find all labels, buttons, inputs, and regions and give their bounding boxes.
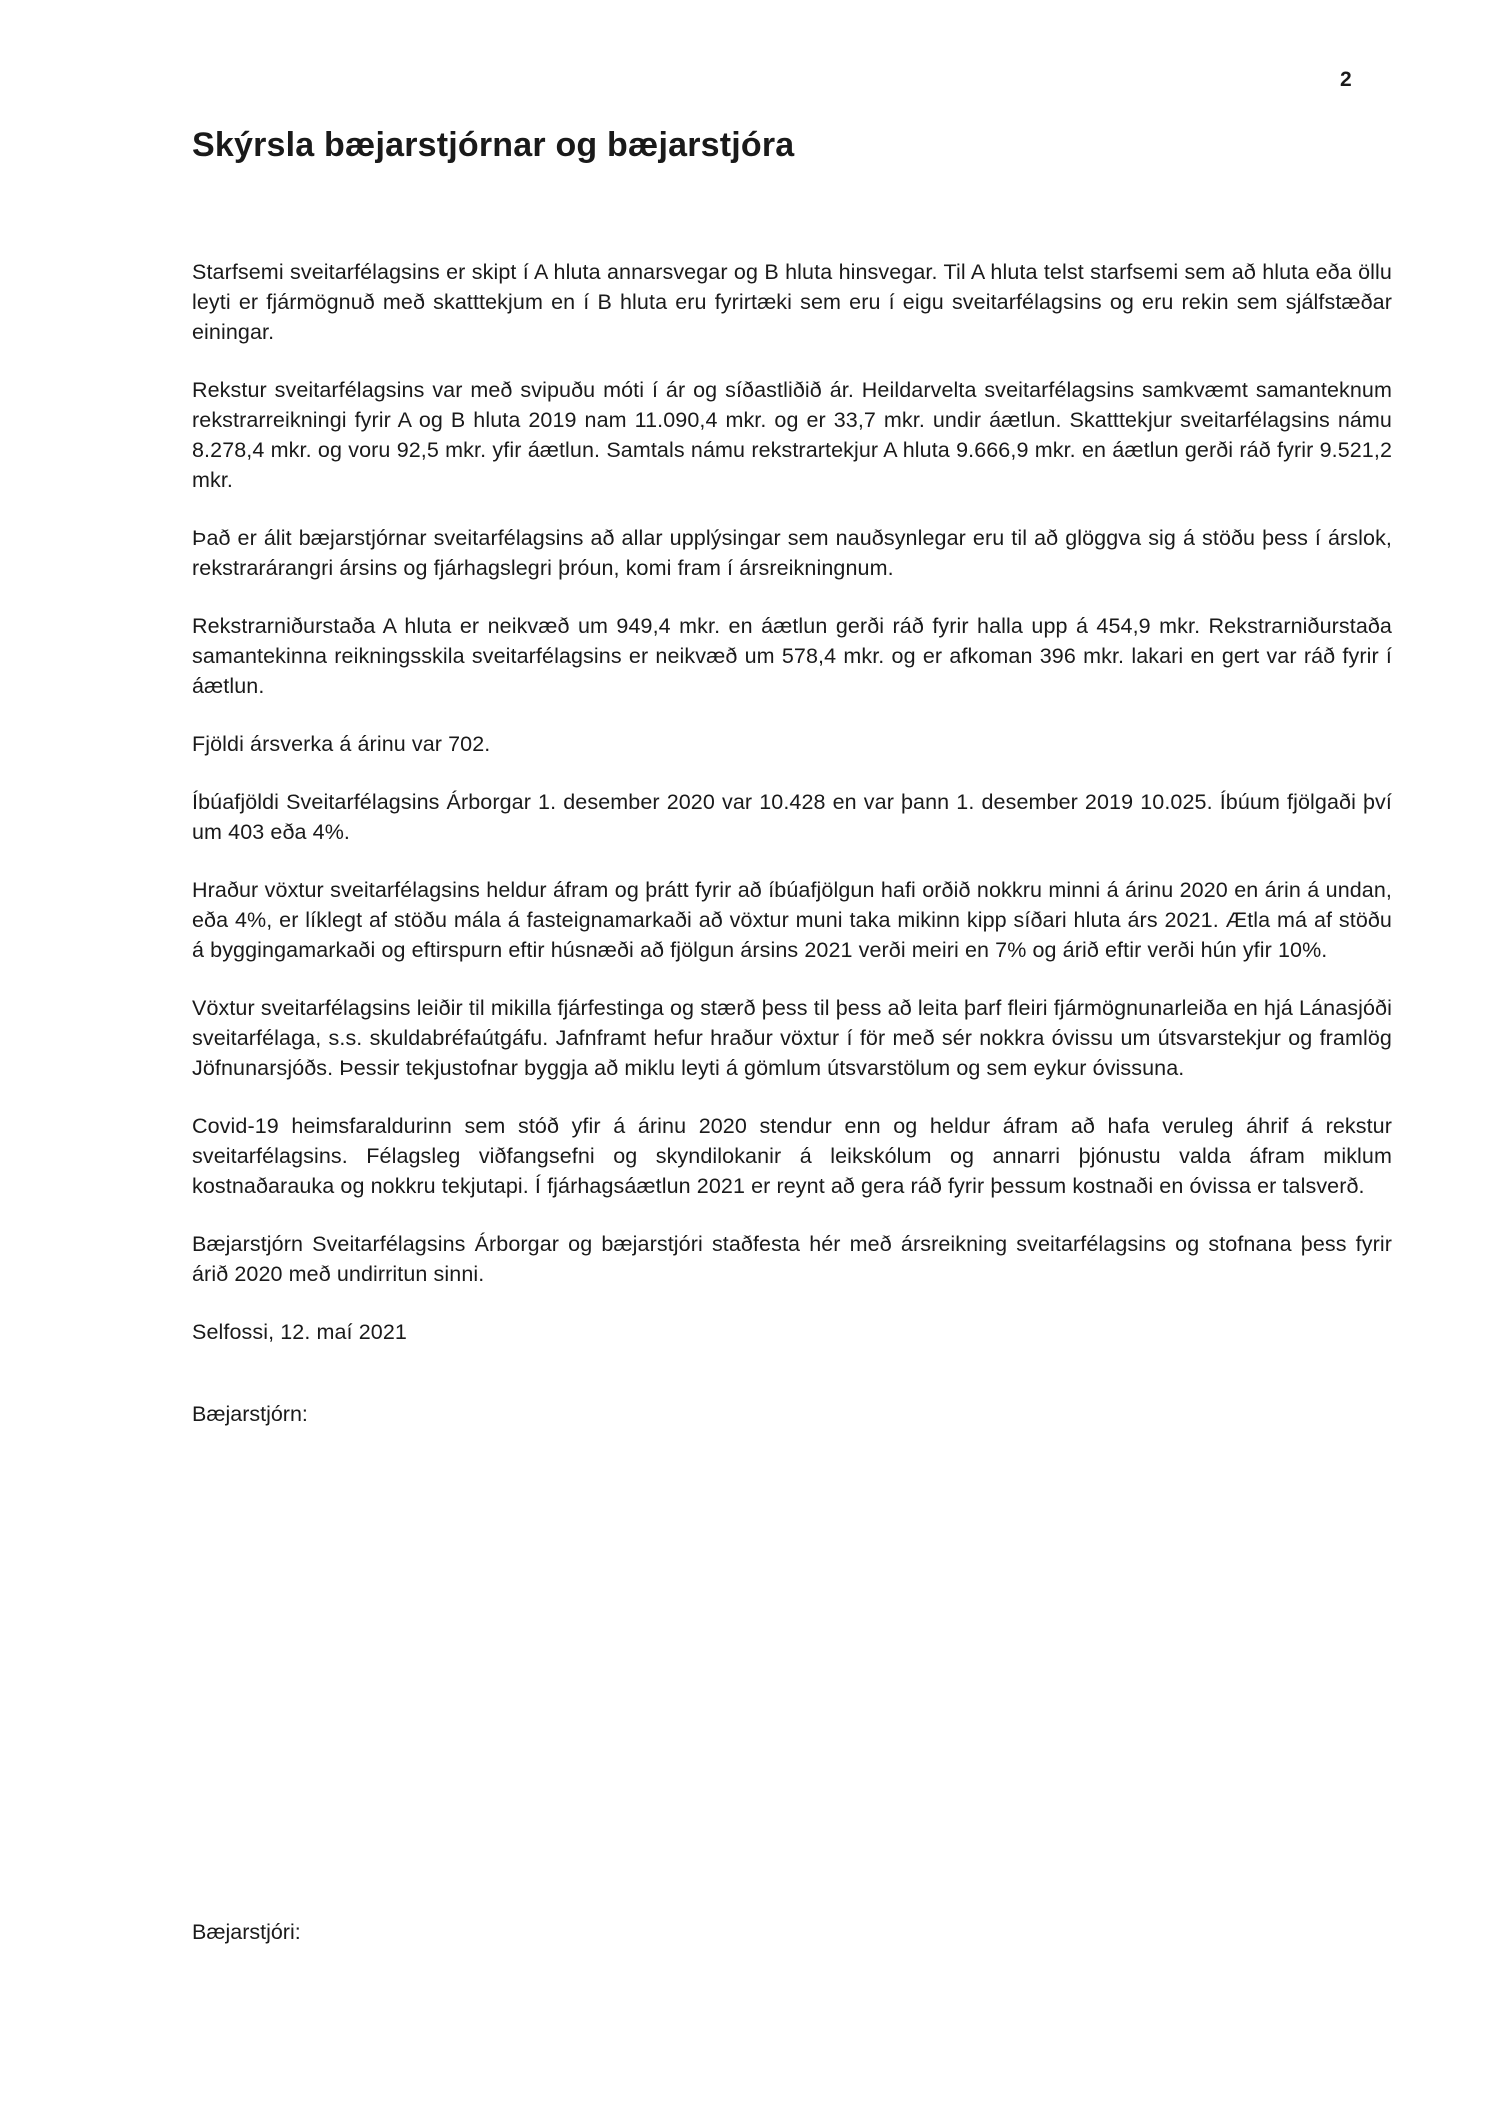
paragraph-covid: Covid-19 heimsfaraldurinn sem stóð yfir á árinu 2020 stendur enn og heldur áfram að hafa veruleg áhrif á rekstur sveitarfélagsins. Félagsleg viðfangsefni og skyndilokanir á leikskólum og annarri þjónustu valda áfram miklum kostnaðarauka og nokkru tekjutapi. Í fjárhagsáætlun 2021 er reynt að gera ráð fyrir þessum kostnaði en óvissa er talsverð.: [192, 1114, 1392, 1198]
paragraph-council-opinion: Það er álit bæjarstjórnar sveitarfélagsins að allar upplýsingar sem nauðsynlegar eru til að glöggva sig á stöðu þess í árslok, rekstrarárangri ársins og fjárhagslegri þróun, komi fram í ársreikningnum.: [192, 526, 1392, 580]
paragraph-investment: Vöxtur sveitarfélagsins leiðir til mikilla fjárfestinga og stærð þess til þess að leita þarf fleiri fjármögnunarleiða en hjá Lánasjóði sveitarfélaga, s.s. skuldabréfaútgáfu. Jafnframt hefur hraður vöxtur í för með sér nokkra óvissu um útsvarstekjur og framlög Jöfnunarsjóðs. Þessir tekjustofnar byggja að miklu leyti á gömlum útsvarstölum og sem eykur óvissuna.: [192, 996, 1392, 1080]
paragraph-structure: Starfsemi sveitarfélagsins er skipt í A hluta annarsvegar og B hluta hinsvegar. Til A hluta telst starfsemi sem að hluta eða öllu leyti er fjármögnuð með skatttekjum en í B hluta eru fyrirtæki sem eru í eigu sveitarfélagsins og eru rekin sem sjálfstæðar einingar.: [192, 260, 1392, 344]
page-number: 2: [1340, 68, 1352, 91]
report-body: [192, 257, 1392, 1375]
council-signature-label: Bæjarstjórn:: [192, 1402, 308, 1426]
paragraph-growth: Hraður vöxtur sveitarfélagsins heldur áfram og þrátt fyrir að íbúafjölgun hafi orðið nokkru minni á árinu 2020 en árin á undan, eða 4%, er líklegt af stöðu mála á fasteignamarkaði að vöxtur muni taka mikinn kipp síðari hluta árs 2021. Ætla má af stöðu á byggingamarkaði og eftirspurn eftir húsnæði að fjölgun ársins 2021 verði meiri en 7% og árið eftir verði hún yfir 10%.: [192, 878, 1392, 962]
place-date: Selfossi, 12. maí 2021: [192, 1320, 407, 1344]
paragraph-confirmation: Bæjarstjórn Sveitarfélagsins Árborgar og bæjarstjóri staðfesta hér með ársreikning sveitarfélagsins og stofnana þess fyrir árið 2020 með undirritun sinni.: [192, 1232, 1392, 1286]
paragraph-operations: Rekstur sveitarfélagsins var með svipuðu móti í ár og síðastliðið ár. Heildarvelta sveitarfélagsins samkvæmt samanteknum rekstrarreikningi fyrir A og B hluta 2019 nam 11.090,4 mkr. og er 33,7 mkr. undir áætlun. Skatttekjur sveitarfélagsins námu 8.278,4 mkr. og voru 92,5 mkr. yfir áætlun. Samtals námu rekstrartekjur A hluta 9.666,9 mkr. en áætlun gerði ráð fyrir 9.521,2 mkr.: [192, 378, 1392, 492]
paragraph-population: Íbúafjöldi Sveitarfélagsins Árborgar 1. desember 2020 var 10.428 en var þann 1. desember 2019 10.025. Íbúum fjölgaði því um 403 eða 4%.: [192, 790, 1392, 844]
page-title: Skýrsla bæjarstjórnar og bæjarstjóra: [192, 126, 795, 164]
mayor-signature-label: Bæjarstjóri:: [192, 1920, 301, 1944]
paragraph-staff-count: Fjöldi ársverka á árinu var 702.: [192, 732, 491, 756]
paragraph-operating-result: Rekstrarniðurstaða A hluta er neikvæð um 949,4 mkr. en áætlun gerði ráð fyrir halla upp á 454,9 mkr. Rekstrarniðurstaða samantekinna reikningsskila sveitarfélagsins er neikvæð um 578,4 mkr. og er afkoman 396 mkr. lakari en gert var ráð fyrir í áætlun.: [192, 614, 1392, 698]
